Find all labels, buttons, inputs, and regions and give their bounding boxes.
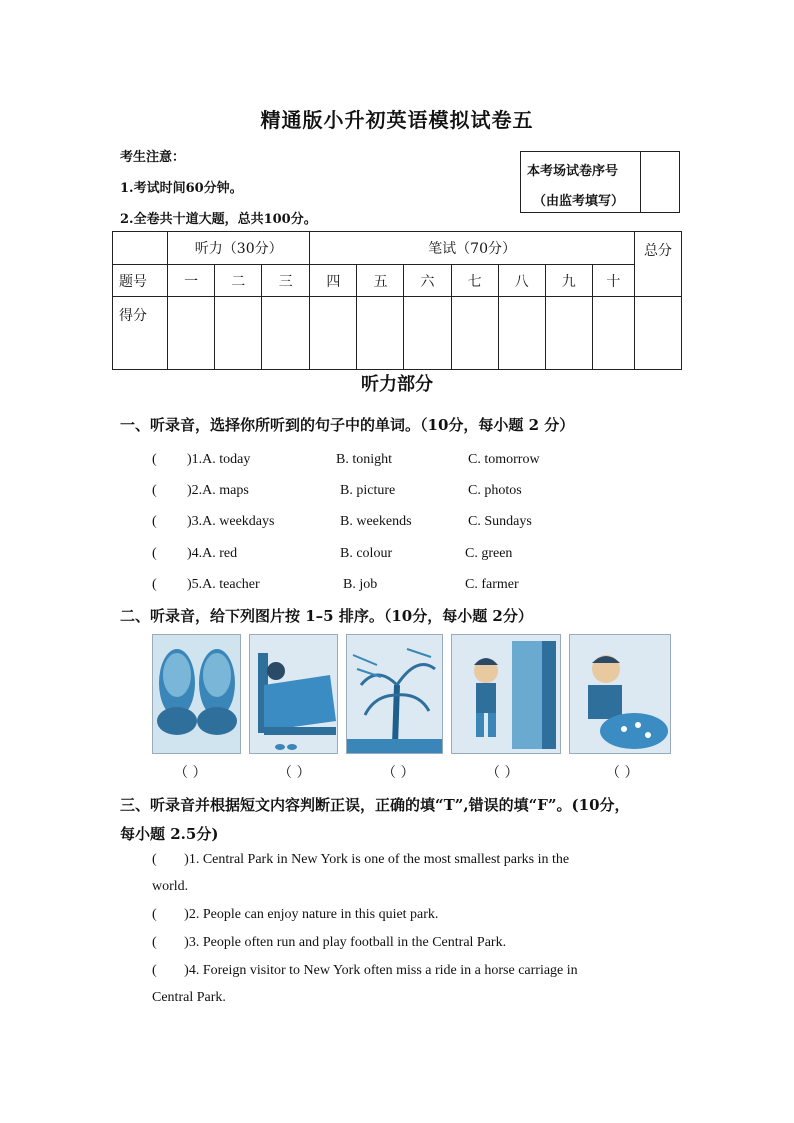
total-header: 总分 [634, 232, 681, 297]
option-a: )2.A. maps [187, 483, 249, 498]
answer-paren[interactable]: ( [152, 577, 157, 592]
q3-item [152, 957, 652, 1011]
score-cell[interactable] [262, 297, 310, 370]
answer-paren[interactable]: ( [152, 852, 157, 867]
option-b: B. job [343, 577, 378, 592]
q3-heading-line-1: 三、听录音并根据短文内容判断正误，正确的填“T”,错误的填“F”。(10分， [120, 796, 630, 814]
score-cell[interactable] [498, 297, 545, 370]
statement-continuation: Central Park. [152, 990, 226, 1005]
picture-answer-blank[interactable]: （ ） [174, 765, 207, 781]
notice-line-1: 1.考试时间60分钟。 [120, 181, 243, 196]
option-c: C. green [465, 546, 513, 561]
picture-boy-making-bed [569, 634, 671, 754]
seat-label-line-2: （由监考填写） [533, 194, 625, 209]
seat-number-label [521, 152, 641, 212]
statement-text: )4. Foreign visitor to New York often miss a ride in a horse carriage in [184, 963, 578, 978]
q3-item [152, 901, 652, 928]
qno-cell: 九 [545, 265, 592, 297]
writing-header: 笔试（70分） [310, 232, 635, 265]
total-score-cell[interactable] [634, 297, 681, 370]
q1-heading: 一、听录音，选择你所听到的句子中的单词。（10分，每小题 2 分） [120, 416, 575, 434]
statement-text: )2. People can enjoy nature in this quiet park. [184, 907, 439, 922]
score-cell[interactable] [451, 297, 498, 370]
score-table [112, 231, 682, 370]
option-b: B. tonight [336, 452, 393, 467]
seat-number-box [520, 151, 680, 213]
qno-cell: 八 [498, 265, 545, 297]
option-a: )3.A. weekdays [187, 514, 275, 529]
exam-title: 精通版小升初英语模拟试卷五 [260, 108, 534, 132]
answer-paren[interactable]: ( [152, 907, 157, 922]
score-row-label: 得分 [113, 297, 168, 370]
score-cell[interactable] [357, 297, 404, 370]
picture-answer-blank[interactable]: （ ） [278, 765, 311, 781]
answer-paren[interactable]: ( [152, 935, 157, 950]
option-a: )4.A. red [187, 546, 238, 561]
qno-cell: 七 [451, 265, 498, 297]
option-b: B. weekends [340, 514, 412, 529]
q3-item [152, 846, 652, 900]
answer-paren[interactable]: ( [152, 483, 157, 498]
notice-line-2: 2.全卷共十道大题，总共100分。 [120, 212, 317, 227]
qno-cell: 六 [404, 265, 451, 297]
option-a: )5.A. teacher [187, 577, 260, 592]
question-number-label: 题号 [113, 265, 168, 297]
statement-continuation: world. [152, 879, 189, 894]
picture-answer-blank[interactable]: （ ） [486, 765, 519, 781]
listening-header: 听力（30分） [168, 232, 310, 265]
qno-cell: 一 [168, 265, 215, 297]
answer-paren[interactable]: ( [152, 514, 157, 529]
seat-label-line-1: 本考场试卷序号 [527, 164, 619, 179]
option-b: B. picture [340, 483, 396, 498]
picture-windy-tree [346, 634, 443, 754]
option-c: C. photos [468, 483, 522, 498]
q2-heading: 二、听录音，给下列图片按 1–5 排序。（10分，每小题 2分） [120, 607, 533, 625]
statement-text: )1. Central Park in New York is one of the most smallest parks in the [184, 852, 570, 867]
answer-paren[interactable]: ( [152, 963, 157, 978]
score-cell[interactable] [404, 297, 451, 370]
score-cell[interactable] [545, 297, 592, 370]
option-c: C. Sundays [468, 514, 532, 529]
qno-cell: 十 [592, 265, 634, 297]
statement-text: )3. People often run and play football in the Central Park. [184, 935, 507, 950]
option-a: )1.A. today [187, 452, 251, 467]
picture-slippers [152, 634, 241, 754]
qno-cell: 四 [310, 265, 357, 297]
picture-girl-at-door [451, 634, 561, 754]
option-c: C. tomorrow [468, 452, 540, 467]
listening-section-title: 听力部分 [361, 374, 433, 395]
qno-cell: 三 [262, 265, 310, 297]
picture-answer-blank[interactable]: （ ） [606, 765, 639, 781]
notice-heading: 考生注意： [120, 150, 186, 165]
option-c: C. farmer [465, 577, 519, 592]
score-cell[interactable] [168, 297, 215, 370]
qno-cell: 五 [357, 265, 404, 297]
qno-cell: 二 [215, 265, 262, 297]
score-cell[interactable] [310, 297, 357, 370]
score-cell[interactable] [592, 297, 634, 370]
option-b: B. colour [340, 546, 393, 561]
answer-paren[interactable]: ( [152, 546, 157, 561]
picture-answer-blank[interactable]: （ ） [382, 765, 415, 781]
q3-heading-line-2: 每小题 2.5分) [120, 825, 219, 843]
q3-item [152, 929, 652, 956]
score-cell[interactable] [215, 297, 262, 370]
answer-paren[interactable]: ( [152, 452, 157, 467]
picture-boy-sleeping [249, 634, 338, 754]
corner-cell [113, 232, 168, 265]
